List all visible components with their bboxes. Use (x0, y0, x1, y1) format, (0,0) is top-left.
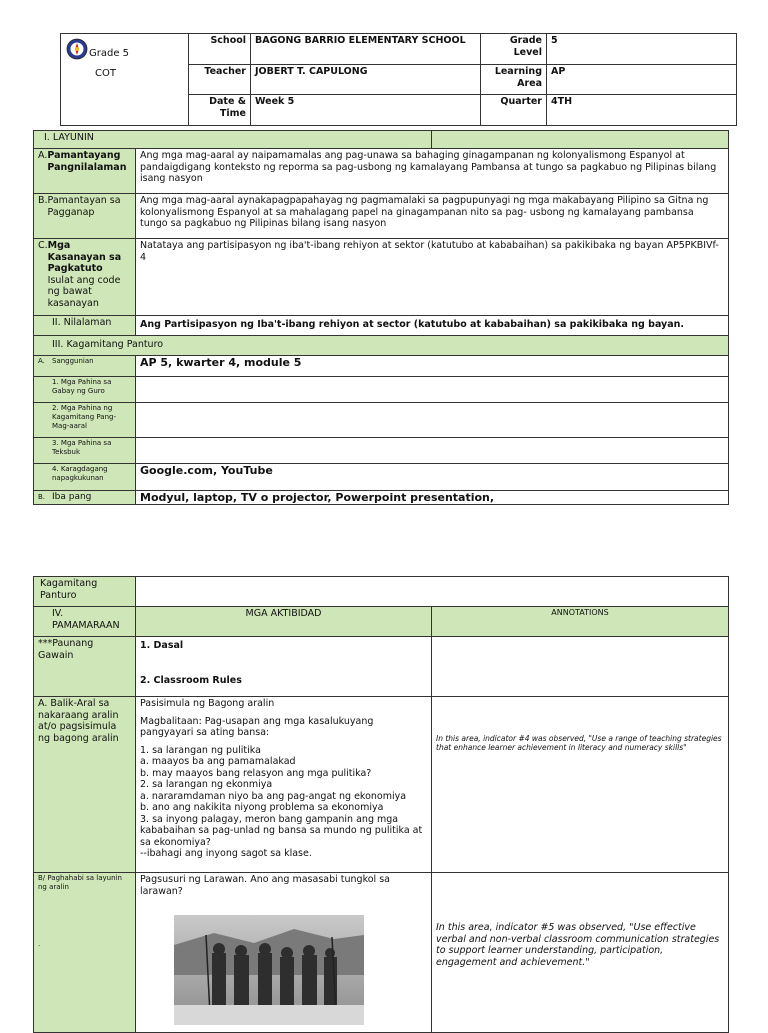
paunang-label: ***Paunang Gawain (34, 637, 136, 697)
paunang-content (136, 637, 432, 697)
nilalaman-label: II. Nilalaman (34, 316, 136, 336)
header-table (60, 33, 737, 126)
sanggunian-cell: A. Sanggunian (34, 356, 136, 377)
pamantayang-title: Pamantayang Pangnilalaman (47, 150, 127, 173)
objectives-table (33, 130, 729, 505)
teacher-value: JOBERT T. CAPULONG (251, 65, 481, 95)
balik-annot-cell (432, 697, 729, 873)
kasanayan-text: Natataya ang partisipasyon ng iba't-ibang rehiyon at sektor (katutubo at kababaihan) sa pakikibaka ng bayan AP5PKBIVf-4 (136, 239, 729, 316)
pagganap-text: Ang mga mag-aaral aynakapagpapahayag ng pagmamalaki sa pagpupunyagi ng mga makabayang Pilipino sa Gitna ng kolonyalismong Espanyol at sa mahalagang papel na ginagampanan nito sa pag- usbong ng kamalayang pambansa tungo sa pagkabuo ng Pilipinas bilang isang nasyon (136, 194, 729, 239)
kasanayan-title: Mga Kasanayan sa Pagkatuto (47, 240, 122, 274)
kagamitang-value (136, 403, 729, 438)
school-label: School (189, 34, 251, 65)
learning-area-label: Learning Area (481, 65, 547, 95)
school-value: BAGONG BARRIO ELEMENTARY SCHOOL (251, 34, 481, 65)
annotations-header: ANNOTATIONS (432, 607, 729, 637)
kasanayan-cell: C. Mga Kasanayan sa Pagkatuto Isulat ang code ng bawat kasanayan (34, 239, 136, 316)
iba-cell: B. Iba pang (34, 491, 136, 505)
karagdagang-value: Google.com, YouTube (136, 464, 729, 491)
balik-line: a. nararamdaman niyo ba ang pag-angat ng ekonomiya (140, 790, 407, 802)
header-logo-cell (61, 34, 189, 126)
balik-line: 2. sa larangan ng ekonmiya (140, 779, 273, 790)
rules-item: 2. Classroom Rules (140, 674, 242, 686)
paghahabi-label: B/ Paghahabi sa layunin ng aralin (38, 874, 122, 891)
paghahabi-cell: B/ Paghahabi sa layunin ng aralin . (34, 873, 136, 1033)
kagamitan-heading: III. Kagamitang Panturo (34, 336, 729, 356)
balik-line: a. maayos ba ang pamamalakad (140, 756, 296, 767)
date-value: Week 5 (251, 95, 481, 126)
gabay-value (136, 377, 729, 403)
balik-line: 3. sa inyong palagay, meron bang gampanin ang mga kababaihan sa pag-unlad ng bansa sa mundo ng pulitika at sa ekonomiya? (140, 813, 423, 848)
dasal-item: 1. Dasal (140, 640, 184, 651)
paghahabi-text: Pagsusuri ng Larawan. Ano ang masasabi tungkol sa larawan? (140, 874, 390, 897)
kasanayan-sub: Isulat ang code ng bawat kasanayan (47, 274, 121, 309)
balik-line: 1. sa larangan ng pulitika (140, 744, 261, 756)
balik-line: b. may maayos bang relasyon ang mga pulitika? (140, 767, 372, 779)
paghahabi-content (136, 873, 432, 1033)
deped-seal-icon (66, 38, 88, 60)
balik-magbalitaan: Magbalitaan: Pag-usapan ang mga kasalukuyang pangyayari sa ating bansa: (140, 715, 374, 738)
balik-label: A. Balik-Aral sa nakaraang aralin at/o pagsisimula ng bagong aralin (34, 697, 136, 873)
layunin-empty (432, 131, 729, 149)
quarter-label: Quarter (481, 95, 547, 126)
annotation-indicator-4: In this area, indicator #4 was observed, "Use a range of teaching strategies that enhance learner achievement in literacy and numeracy skills" (436, 734, 722, 752)
procedure-table (33, 576, 729, 1033)
quarter-value: 4TH (547, 95, 737, 126)
iba-value: Modyul, laptop, TV o projector, Powerpoint presentation, (136, 491, 729, 505)
nilalaman-value: Ang Partisipasyon ng Iba't-ibang rehiyon at sector (katutubo at kababaihan) sa pakikibaka ng bayan. (136, 316, 729, 336)
balik-content (136, 697, 432, 873)
aktibidad-header: MGA AKTIBIDAD (136, 607, 432, 637)
annotation-indicator-5: In this area, indicator #5 was observed, "Use effective verbal and non-verbal classroom communication strategies to support learner understanding, participation, engagement and achievement." (436, 922, 720, 968)
kagamitang-label: 2. Mga Pahina ng Kagamitang Pang-Mag-aaral (34, 403, 136, 438)
learning-area-value: AP (547, 65, 737, 95)
grade-level-label: Grade Level (481, 34, 547, 65)
grade-level-value: 5 (547, 34, 737, 65)
balik-intro: Pasisimula ng Bagong aralin (140, 698, 275, 709)
gabay-label: 1. Mga Pahina sa Gabay ng Guro (34, 377, 136, 403)
grade-label: Grade 5 (89, 48, 130, 59)
balik-line: b. ano ang nakikita niyong problema sa ekonomiya (140, 802, 384, 813)
teksbuk-label: 3. Mga Pahina sa Teksbuk (34, 438, 136, 464)
sanggunian-value: AP 5, kwarter 4, module 5 (136, 356, 729, 377)
katutubo-photo (174, 915, 364, 1025)
cot-label: COT (95, 68, 116, 79)
teksbuk-value (136, 438, 729, 464)
teacher-label: Teacher (189, 65, 251, 95)
pagganap-cell: B. Pamantayan sa Pagganap (34, 194, 136, 239)
karagdagang-label: 4. Karagdagang napagkukunan (34, 464, 136, 491)
balik-line: --ibahagi ang inyong sagot sa klase. (140, 848, 312, 859)
paunang-annot (432, 637, 729, 697)
kagamitan2-label: Kagamitang Panturo (34, 577, 136, 607)
pamantayang-text: Ang mga mag-aaral ay naipamamalas ang pag-unawa sa bahaging ginagampanan ng kolonyalismong Espanyol at pandaigdigang konteksto ng reporma sa pag-usbong ng kamalayang Pambansa at tungo sa pagkabuo ng Pilipinas bilang isang nasyon (136, 149, 729, 194)
paghahabi-annot-cell (432, 873, 729, 1033)
pamamaraan-label: IV. PAMAMARAAN (34, 607, 136, 637)
date-label: Date & Time (189, 95, 251, 126)
pagganap-title: Pamantayan sa Pagganap (47, 195, 121, 218)
pamantayang-cell: A. Pamantayang Pangnilalaman (34, 149, 136, 194)
kagamitan2-value (136, 577, 729, 607)
layunin-heading: I. LAYUNIN (34, 131, 432, 149)
